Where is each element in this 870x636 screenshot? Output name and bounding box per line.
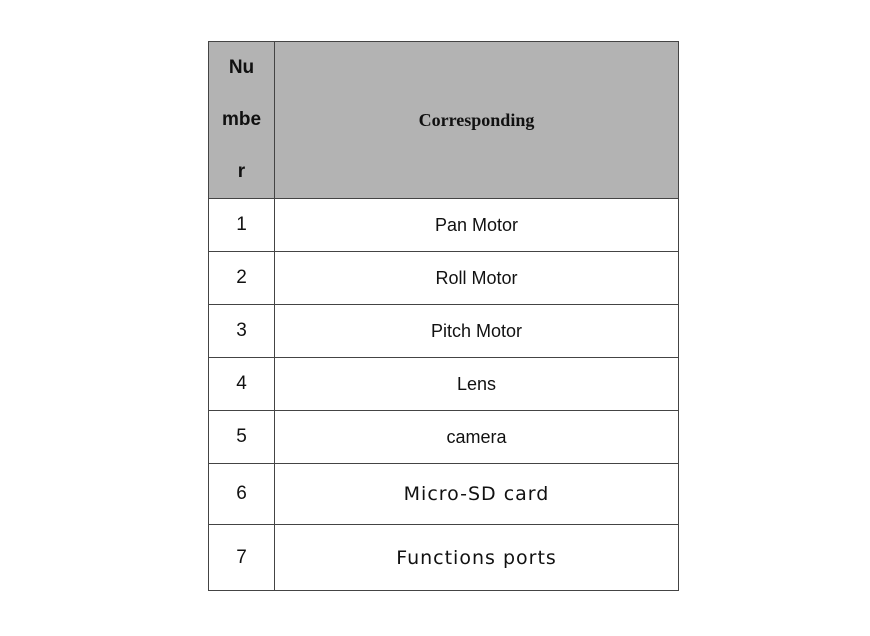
table-row [209, 252, 679, 305]
table-row [209, 305, 679, 358]
number-header-line: Nu [228, 57, 255, 78]
table-row [209, 199, 679, 252]
row-name: Lens [275, 358, 679, 411]
row-number: 7 [209, 525, 275, 591]
number-header-line: r [237, 161, 246, 182]
table-row [209, 525, 679, 591]
table-row [209, 411, 679, 464]
row-name: camera [275, 411, 679, 464]
row-name: Pan Motor [275, 199, 679, 252]
table-header-row [209, 42, 679, 199]
table-row [209, 464, 679, 525]
table-row [209, 358, 679, 411]
row-number: 6 [209, 464, 275, 525]
row-number: 1 [209, 199, 275, 252]
row-number: 4 [209, 358, 275, 411]
row-name: Micro-SD card [275, 464, 679, 525]
number-header [209, 42, 275, 199]
row-name: Pitch Motor [275, 305, 679, 358]
row-number: 2 [209, 252, 275, 305]
row-name: Roll Motor [275, 252, 679, 305]
row-name: Functions ports [275, 525, 679, 591]
row-number: 3 [209, 305, 275, 358]
row-number: 5 [209, 411, 275, 464]
corresponding-header: Corresponding [275, 42, 679, 199]
parts-table [208, 41, 679, 591]
number-header-line: mbe [221, 109, 262, 130]
